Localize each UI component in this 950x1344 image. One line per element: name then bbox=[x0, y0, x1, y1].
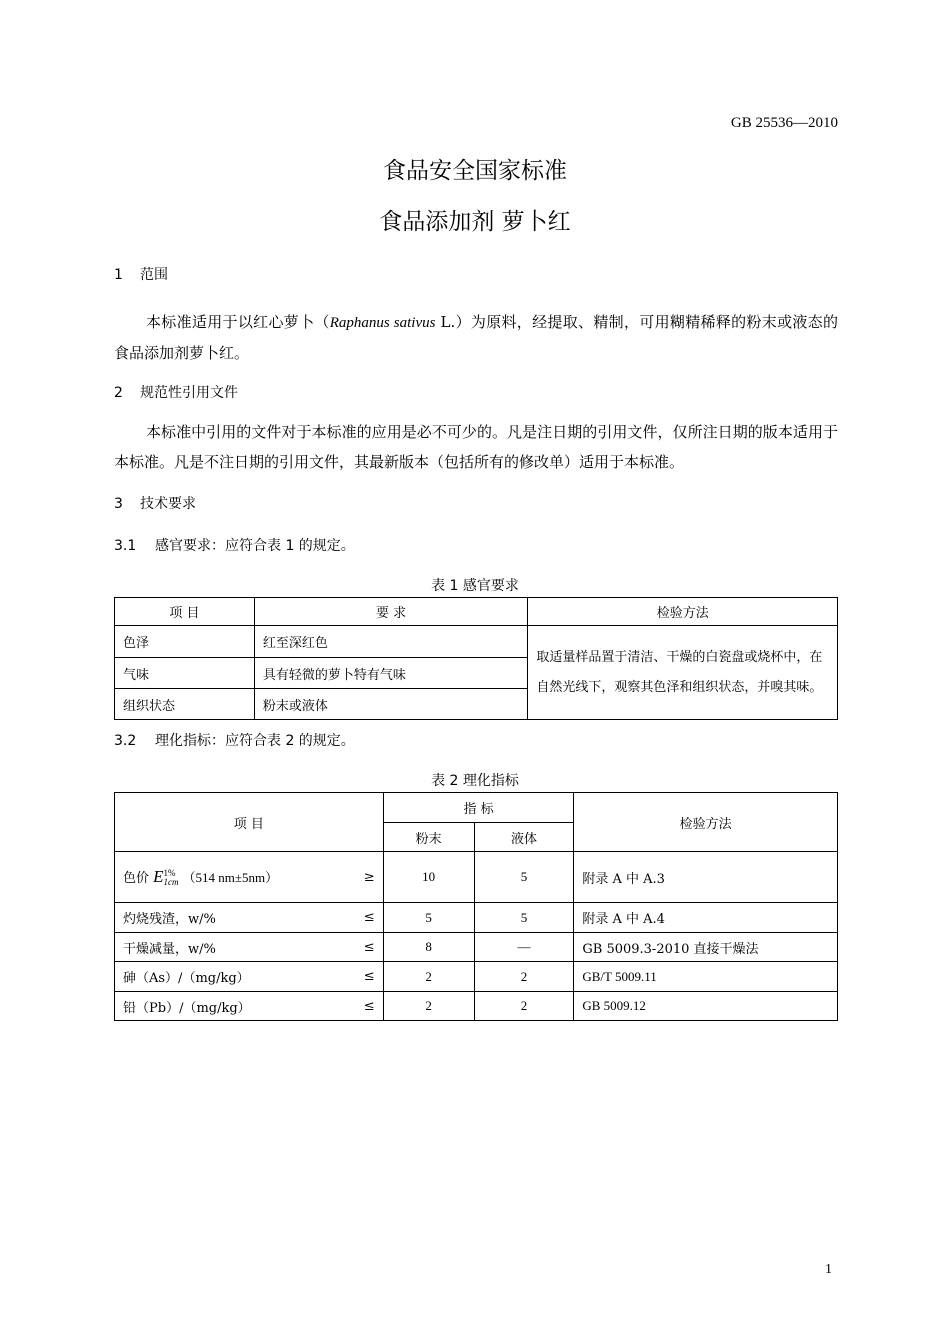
table-1-sensory bbox=[114, 597, 838, 720]
section-2-heading bbox=[114, 382, 238, 402]
header-method: 检验方法 bbox=[574, 793, 838, 852]
table-row bbox=[115, 992, 838, 1021]
cell-powder: 8 bbox=[383, 933, 474, 962]
cell-item: 色泽 bbox=[115, 626, 255, 658]
cell-item bbox=[115, 962, 384, 992]
paragraph-text: L.）为原料，经提取、精制，可用糊精稀释的粉末或液态的食品添加剂萝卜红。 bbox=[114, 313, 838, 362]
header-index: 指 标 bbox=[383, 793, 574, 823]
relation-symbol: ≤ bbox=[363, 939, 375, 955]
absorbance-subscript: 1cm bbox=[163, 877, 179, 888]
cell-requirement: 红至深红色 bbox=[254, 626, 528, 658]
absorbance-symbol: E bbox=[153, 866, 164, 886]
cell-liquid: 2 bbox=[474, 992, 574, 1021]
paragraph-text: 本标准适用于以红心萝卜（ bbox=[146, 313, 330, 331]
cell-item bbox=[115, 992, 384, 1021]
table-row bbox=[115, 962, 838, 992]
section-1-paragraph bbox=[114, 307, 838, 368]
document-title: 食品安全国家标准 bbox=[383, 158, 567, 184]
cell-item bbox=[115, 852, 384, 903]
relation-symbol: ≥ bbox=[363, 869, 375, 885]
section-title: 技术要求 bbox=[140, 496, 196, 512]
section-title: 理化指标：应符合表 2 的规定。 bbox=[155, 733, 355, 749]
cell-method: 附录 A 中 A.4 bbox=[574, 903, 838, 933]
section-number: 3 bbox=[114, 496, 123, 512]
section-title: 范围 bbox=[140, 267, 168, 283]
table-row bbox=[115, 933, 838, 962]
table-row-color-value bbox=[115, 852, 838, 903]
latin-species-name: Raphanus sativus bbox=[329, 315, 436, 331]
table-2-physicochemical bbox=[114, 792, 838, 1021]
header-requirement: 要 求 bbox=[254, 598, 528, 626]
cell-item: 组织状态 bbox=[115, 689, 255, 720]
cell-powder: 2 bbox=[383, 962, 474, 992]
table-header-row bbox=[115, 598, 838, 626]
section-number: 3.1 bbox=[114, 538, 137, 554]
relation-symbol: ≤ bbox=[363, 998, 375, 1014]
section-number: 3.2 bbox=[114, 733, 137, 749]
cell-method: GB 5009.12 bbox=[574, 992, 838, 1021]
header-powder: 粉末 bbox=[383, 823, 474, 852]
cell-requirement: 粉末或液体 bbox=[254, 689, 528, 720]
section-number: 2 bbox=[114, 385, 123, 401]
cell-method: GB/T 5009.11 bbox=[574, 962, 838, 992]
cell-powder: 10 bbox=[383, 852, 474, 903]
section-number: 1 bbox=[114, 267, 123, 283]
cell-liquid: 2 bbox=[474, 962, 574, 992]
section-3-2-heading bbox=[114, 730, 355, 750]
relation-symbol: ≤ bbox=[363, 910, 375, 925]
section-3-heading bbox=[114, 493, 196, 513]
header-method: 检验方法 bbox=[528, 598, 838, 626]
header-liquid: 液体 bbox=[474, 823, 574, 852]
table-row bbox=[115, 903, 838, 933]
cell-method: 取适量样品置于清洁、干燥的白瓷盘或烧杯中，在自然光线下，观察其色泽和组织状态，并嗅其味。 bbox=[528, 626, 838, 720]
cell-item bbox=[115, 933, 384, 962]
item-label: 砷（As）/（mg/kg） bbox=[123, 971, 250, 986]
section-title: 感官要求：应符合表 1 的规定。 bbox=[155, 538, 355, 554]
cell-liquid: 5 bbox=[474, 852, 574, 903]
cell-method: GB 5009.3-2010 直接干燥法 bbox=[574, 933, 838, 962]
item-label: 干燥减量，w/% bbox=[123, 941, 216, 957]
table-2-caption: 表 2 理化指标 bbox=[431, 773, 519, 789]
table-1-caption: 表 1 感官要求 bbox=[431, 578, 519, 594]
cell-item: 气味 bbox=[115, 658, 255, 689]
header-item: 项 目 bbox=[115, 598, 255, 626]
section-3-1-heading bbox=[114, 535, 355, 555]
page-number: 1 bbox=[825, 1262, 832, 1277]
table-header-row bbox=[115, 793, 838, 823]
cell-item bbox=[115, 903, 384, 933]
section-title: 规范性引用文件 bbox=[140, 385, 238, 401]
cell-method: 附录 A 中 A.3 bbox=[574, 852, 838, 903]
item-label: 铅（Pb）/（mg/kg） bbox=[123, 1000, 251, 1016]
cell-requirement: 具有轻微的萝卜特有气味 bbox=[254, 658, 528, 689]
document-subtitle: 食品添加剂 萝卜红 bbox=[379, 209, 571, 235]
table-row bbox=[115, 626, 838, 658]
cell-powder: 2 bbox=[383, 992, 474, 1021]
absorbance-superscript: 1% bbox=[163, 868, 176, 879]
color-value-label: 色价 bbox=[123, 870, 150, 886]
standard-number: GB 25536—2010 bbox=[730, 115, 838, 131]
section-1-heading bbox=[114, 264, 168, 284]
cell-powder: 5 bbox=[383, 903, 474, 933]
relation-symbol: ≤ bbox=[363, 969, 375, 984]
cell-liquid: — bbox=[474, 933, 574, 962]
wavelength-condition: （514 nm±5nm） bbox=[182, 869, 279, 885]
cell-liquid: 5 bbox=[474, 903, 574, 933]
header-item: 项 目 bbox=[115, 793, 384, 852]
item-label: 灼烧残渣，w/% bbox=[123, 912, 216, 927]
section-2-paragraph: 本标准中引用的文件对于本标准的应用是必不可少的。凡是注日期的引用文件，仅所注日期的版本适用于本标准。凡是不注日期的引用文件，其最新版本（包括所有的修改单）适用于本标准。 bbox=[114, 423, 838, 471]
